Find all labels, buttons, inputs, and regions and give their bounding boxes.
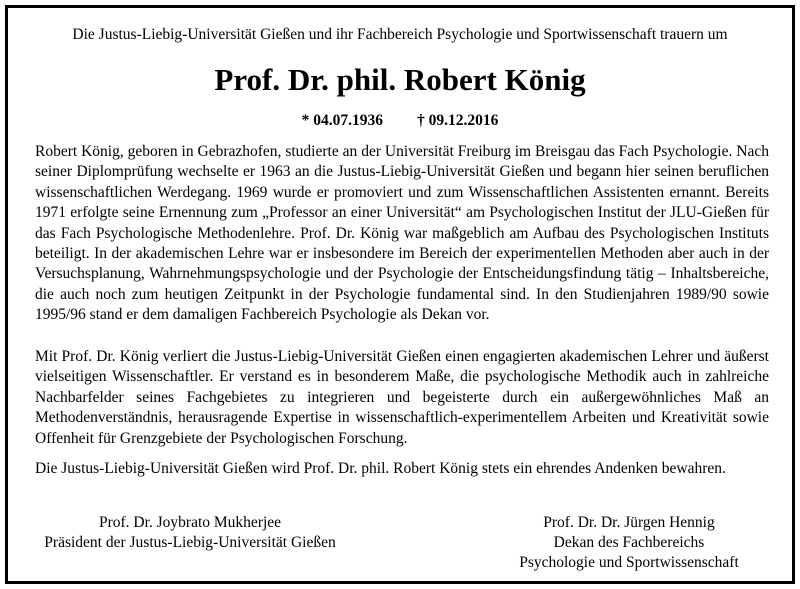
birth-date: * 04.07.1936: [301, 112, 383, 129]
deceased-name: Prof. Dr. phil. Robert König: [214, 62, 586, 97]
signature-title: Dekan des Fachbereichs: [553, 534, 705, 551]
life-dates: [8, 111, 792, 131]
biography-paragraph: Robert König, geboren in Gebrazhofen, studierte an der Universität Freiburg im Breisgau das Fach Psychologie. Nach seiner Diplomprüfung wechselte er 1963 an die Justus-Liebig-Universität Gießen und begann hier seinen beruflichen wissenschaftlichen Werdegang. 1969 wurde er promoviert und zum Wissenschaftlichen Assistenten ernannt. Bereits 1971 erfolgte seine Ernennung zum „Professor an einer Universität“ am Psychologischen Institut der JLU-Gießen für das Fach Psychologische Methodenlehre. Prof. Dr. König war maßgeblich am Aufbau des Psychologischen Instituts beteiligt. In der akademischen Lehre war er insbesondere im Bereich der experimentellen Methoden aber auch in der Versuchsplanung, Wahrnehmungspsychologie und der Psychologie der Entscheidungsfindung tätig – Inhaltsbereiche, die auch noch zum heutigen Zeitpunkt in der Psychologie fundamental sind. In den Studienjahren 1989/90 sowie 1995/96 stand er dem damaligen Fachbereich Psychologie als Dekan vor.: [35, 143, 769, 324]
signature-title: Präsident der Justus-Liebig-Universität Gießen: [44, 534, 336, 551]
tribute-paragraph: Mit Prof. Dr. König verliert die Justus-Liebig-Universität Gießen einen engagierten akademischen Lehrer und äußerst vielseitigen Wissenschaftler. Er verstand es in besonderem Maße, die psychologische Methodik auch in zahlreiche Nachbarfelder seines Fachgebietes zu integrieren und begeisterte durch ein außergewöhnliches Maß an Methodenverständnis, herausragende Expertise in wissenschaftlich-experimentellem Arbeiten und Kreativität sowie Offenheit für Grenzgebiete der Psychologischen Forschung.: [35, 348, 769, 447]
death-date: † 09.12.2016: [417, 112, 499, 129]
obituary-notice: [5, 5, 795, 584]
signature-department: Psychologie und Sportwissenschaft: [519, 554, 739, 571]
signature-name: Prof. Dr. Dr. Jürgen Hennig: [543, 514, 715, 531]
signature-president: [35, 513, 345, 553]
signature-name: Prof. Dr. Joybrato Mukherjee: [98, 514, 282, 531]
closing-paragraph: Die Justus-Liebig-Universität Gießen wird Prof. Dr. phil. Robert König stets ein ehrendes Andenken bewahren.: [35, 460, 726, 477]
signature-dean: [484, 513, 774, 573]
intro-line: Die Justus-Liebig-Universität Gießen und ihr Fachbereich Psychologie und Sportwissenschaft trauern um: [72, 26, 728, 43]
